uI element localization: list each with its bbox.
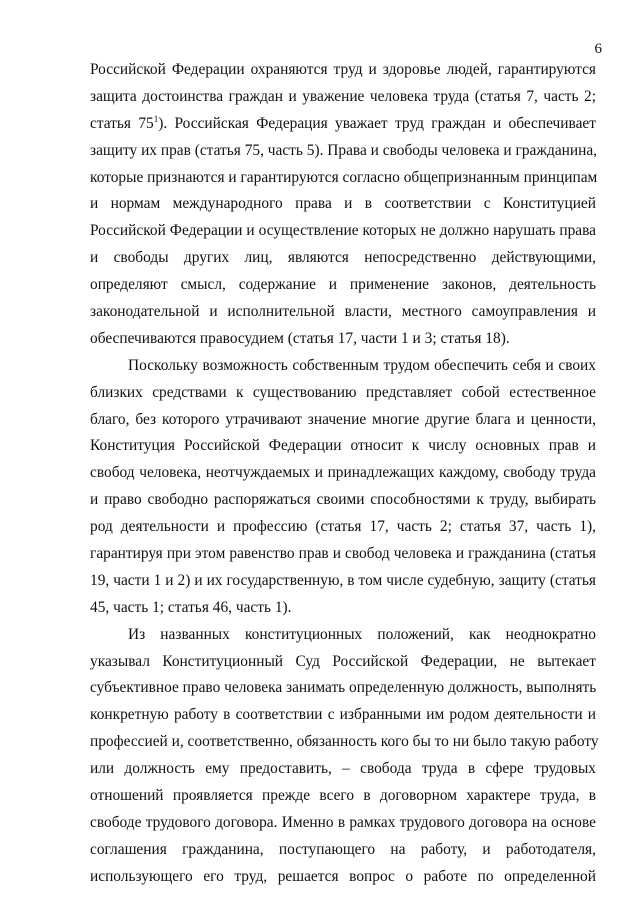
text-line: указывал Конституционный Суд Российской Федерации, не вытекает bbox=[90, 652, 596, 670]
text-line: определяют смысл, содержание и применение законов, деятельность bbox=[90, 276, 596, 294]
text-line: свободе трудового договора. Именно в рамках трудового договора на основе bbox=[90, 813, 596, 831]
text-line: 19, части 1 и 2) и их государственную, в том числе судебную, защиту (статья bbox=[90, 571, 596, 589]
text-line: или должность ему предоставить, – свобода труда в сфере трудовых bbox=[90, 760, 596, 778]
text-line: Российской Федерации и осуществление которых не должно нарушать права bbox=[90, 222, 596, 240]
text-line: использующего его труд, решается вопрос о работе по определенной bbox=[90, 867, 596, 885]
text-line: соглашения гражданина, поступающего на работу, и работодателя, bbox=[90, 840, 596, 858]
text-line: 45, часть 1; статья 46, часть 1). bbox=[90, 598, 292, 616]
text-line: благо, без которого утрачивают значение многие другие блага и ценности, bbox=[90, 410, 596, 428]
text-line: гарантируя при этом равенство прав и свобод человека и гражданина (статья bbox=[90, 545, 596, 563]
text-run: статья 75 bbox=[90, 114, 154, 132]
paragraph-2 bbox=[90, 353, 596, 622]
text-line: защиту их прав (статья 75, часть 5). Права и свободы человека и гражданина, bbox=[90, 141, 598, 159]
text-line: Российской Федерации охраняются труд и здоровье людей, гарантируются bbox=[90, 61, 596, 78]
text-line: защита достоинства граждан и уважение человека труда (статья 7, часть 2; bbox=[90, 87, 596, 105]
text-line: отношений проявляется прежде всего в договорном характере труда, в bbox=[90, 787, 596, 805]
paragraph-1 bbox=[90, 57, 596, 353]
text-line: свобод человека, неотчуждаемых и принадлежащих каждому, свободу труда bbox=[90, 464, 596, 482]
document-body bbox=[90, 57, 599, 891]
text-line: субъективное право человека занимать определенную должность, выполнять bbox=[90, 679, 597, 697]
text-line: профессией и, соответственно, обязанность кого бы то ни было такую работу bbox=[90, 733, 599, 751]
text-line: Конституция Российской Федерации относит к числу основных прав и bbox=[90, 437, 596, 455]
text-line: Из названных конституционных положений, как неоднократно bbox=[128, 625, 596, 643]
text-line: законодательной и исполнительной власти, местного самоуправления и bbox=[90, 303, 596, 321]
text-line: и право свободно распоряжаться своими способностями к труду, выбирать bbox=[90, 491, 596, 509]
text-line: конкретную работу в соответствии с избранными им родом деятельности и bbox=[90, 706, 596, 724]
paragraph-3 bbox=[90, 622, 599, 891]
page-number: 6 bbox=[594, 41, 602, 57]
text-line: род деятельности и профессию (статья 17, часть 2; статья 37, часть 1), bbox=[90, 518, 596, 536]
text-line: обеспечиваются правосудием (статья 17, части 1 и 3; статья 18). bbox=[90, 329, 510, 347]
text-run: ). Российская Федерация уважает труд граждан и обеспечивает bbox=[158, 114, 596, 132]
text-line: и свободы других лиц, являются непосредственно действующими, bbox=[90, 249, 596, 267]
text-line: Поскольку возможность собственным трудом обеспечить себя и своих bbox=[128, 356, 596, 374]
text-line: которые признаются и гарантируются согласно общепризнанным принципам bbox=[90, 168, 598, 186]
article-superscript: 1 bbox=[153, 113, 159, 124]
text-line: близких средствами к существованию представляет собой естественное bbox=[90, 383, 596, 401]
text-line bbox=[90, 111, 596, 138]
text-line: и нормам международного права и в соответствии с Конституцией bbox=[90, 195, 596, 213]
